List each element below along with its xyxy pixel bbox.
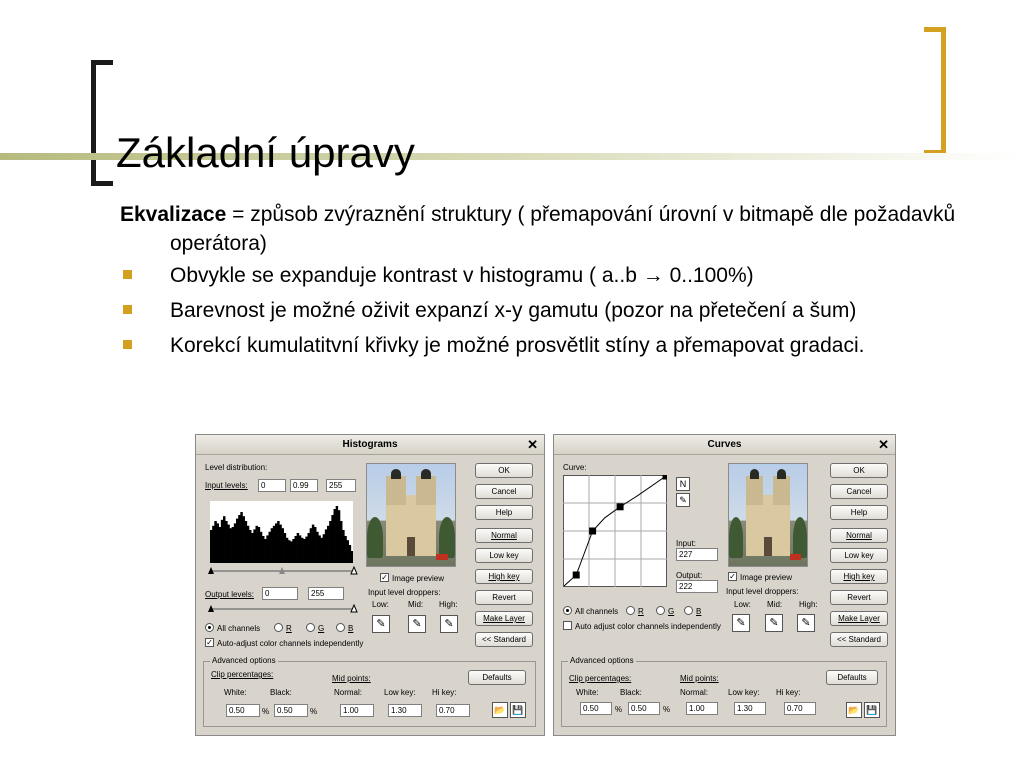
curve-label: Curve: (563, 463, 587, 472)
black-percent-label: % (310, 707, 318, 716)
mid-dropper-icon[interactable]: ✎ (765, 614, 783, 632)
image-preview-checkbox[interactable]: ✓ (381, 573, 388, 582)
high-dropper-icon[interactable]: ✎ (797, 614, 815, 632)
histogram-bin (249, 530, 251, 563)
curves-dialog (553, 434, 896, 736)
low-key-button[interactable]: Low key (830, 548, 888, 563)
histogram-bin (290, 541, 292, 563)
auto-adjust-checkbox[interactable] (563, 621, 572, 630)
normal-field[interactable]: 1.00 (686, 702, 718, 715)
image-preview-checkbox[interactable]: ✓ (729, 572, 736, 581)
image-preview-label: Image preview (392, 574, 445, 583)
image-preview-photo (728, 463, 808, 567)
histogram-bin (264, 539, 266, 563)
histogram-bin (214, 521, 216, 563)
histogram-bin (327, 526, 329, 563)
open-folder-icon[interactable]: 📂 (846, 702, 862, 718)
histogram-bin (238, 515, 240, 563)
channel-r-label: R (286, 624, 292, 633)
white-percent-label: % (262, 707, 270, 716)
histogram-bin (282, 528, 284, 563)
histogram-bin (223, 516, 225, 563)
pencil-icon[interactable]: ✎ (676, 493, 690, 507)
hi-key-label: Hi key: (432, 688, 457, 697)
normal-button[interactable]: Normal (830, 528, 888, 543)
intro-paragraph (120, 200, 990, 258)
square-bullet-icon (123, 270, 132, 279)
intro-term: Ekvalizace (120, 203, 227, 226)
input-level-low-field[interactable]: 0 (258, 479, 286, 492)
make-layer-button[interactable]: Make Layer (830, 611, 888, 626)
channel-b-label: B (696, 607, 702, 616)
channel-all-label: All channels (217, 624, 261, 633)
channel-r-radio[interactable] (626, 606, 635, 615)
bullet-text: Barevnost je možné oživit expanzí x-y gamutu (pozor na přetečení a šum) (170, 299, 857, 322)
histogram-bin (305, 537, 307, 563)
curves-titlebar (554, 435, 895, 455)
histogram-bin (284, 533, 286, 563)
advanced-options-title: Advanced options (570, 656, 634, 665)
histogram-bin (232, 527, 234, 563)
channel-all-radio[interactable] (563, 606, 572, 615)
histogram-bin (277, 521, 279, 563)
low-dropper-icon[interactable]: ✎ (732, 614, 750, 632)
bullet-text: Obvykle se expanduje kontrast v histogramu ( a..b → 0..100%) (170, 264, 754, 287)
histogram-bin (245, 521, 247, 563)
high-key-button[interactable]: High key (830, 569, 888, 584)
histogram-bin (251, 533, 253, 563)
channel-g-label: G (668, 607, 675, 616)
histogram-bin (262, 536, 264, 563)
histogram-bin (299, 535, 301, 563)
histogram-bin (325, 529, 327, 563)
defaults-button[interactable]: Defaults (468, 670, 526, 685)
dropper-mid-label: Mid: (767, 600, 783, 609)
black-clip-field[interactable]: 0.50 (628, 702, 660, 715)
dropper-high-label: High: (799, 600, 818, 609)
clip-percentages-label: Clip percentages: (211, 670, 274, 679)
curve-control-point (663, 475, 668, 480)
curves-title: Curves (707, 439, 742, 450)
input-label: Input: (676, 539, 697, 548)
black-percent-label: % (663, 705, 671, 714)
curve-control-point (589, 528, 596, 535)
histogram-bin (331, 515, 333, 563)
normal-field[interactable]: 1.00 (340, 704, 374, 717)
input-levels-label: Input levels: (205, 481, 248, 490)
ok-button[interactable]: OK (830, 463, 888, 478)
channel-b-label: B (348, 624, 354, 633)
channel-g-label: G (318, 624, 325, 633)
left-bracket-decoration (91, 60, 113, 186)
help-button[interactable]: Help (475, 505, 533, 520)
histograms-dialog (195, 434, 545, 736)
histogram-bin (318, 535, 320, 563)
black-label: Black: (270, 688, 292, 697)
bullet-text: Korekcí kumulatitvní křivky je možné prosvětlit stíny a přemapovat gradaci. (170, 334, 865, 357)
bullet-list (120, 261, 990, 360)
curve-editor[interactable] (563, 475, 667, 587)
clip-percentages-label: Clip percentages: (569, 674, 632, 683)
curve-control-point (617, 503, 624, 510)
droppers-label: Input level droppers: (726, 587, 799, 596)
output-level-low-field[interactable]: 0 (262, 587, 298, 600)
normal-label: Normal: (334, 688, 363, 697)
histogram-bin (310, 528, 312, 563)
histogram-bin (240, 512, 242, 563)
histogram-bin (221, 520, 223, 563)
hi-key-field[interactable]: 0.70 (784, 702, 816, 715)
histogram-bin (260, 532, 262, 563)
histogram-bin (312, 525, 314, 563)
histogram-bin (266, 535, 268, 563)
channel-g-radio[interactable] (306, 623, 315, 632)
slide-body (120, 200, 990, 366)
histogram-bin (351, 551, 353, 563)
auto-adjust-checkbox[interactable]: ✓ (206, 638, 213, 647)
white-label: White: (224, 688, 247, 697)
auto-adjust-label: Auto adjust color channels independently (575, 622, 721, 631)
output-levels-label: Output levels: (205, 590, 254, 599)
histogram-bin (234, 523, 236, 563)
histogram-bin (212, 526, 214, 563)
input-level-high-field[interactable]: 255 (326, 479, 356, 492)
histogram-bin (227, 525, 229, 563)
square-bullet-icon (123, 340, 132, 349)
histograms-title: Histograms (342, 439, 398, 450)
save-icon[interactable]: 💾 (510, 702, 526, 718)
histogram-bin (273, 526, 275, 563)
input-slider[interactable] (208, 565, 358, 579)
histogram-bin (336, 506, 338, 563)
white-clip-field[interactable]: 0.50 (226, 704, 260, 717)
image-preview-photo (366, 463, 456, 567)
bullet-item (120, 261, 990, 290)
histogram-bin (334, 509, 336, 563)
histogram-bin (271, 528, 273, 563)
open-folder-icon[interactable]: 📂 (492, 702, 508, 718)
histogram-plot (210, 501, 353, 563)
normal-button[interactable]: Normal (475, 528, 533, 543)
hi-key-field[interactable]: 0.70 (436, 704, 470, 717)
dropper-low-label: Low: (734, 600, 751, 609)
low-key-field[interactable]: 1.30 (734, 702, 766, 715)
white-label: White: (576, 688, 599, 697)
channel-b-radio[interactable] (684, 606, 693, 615)
ok-button[interactable]: OK (475, 463, 533, 478)
channel-r-label: R (638, 607, 644, 616)
black-label: Black: (620, 688, 642, 697)
auto-adjust-label: Auto-adjust color channels independently (217, 639, 364, 648)
curve-output-field[interactable]: 222 (676, 580, 718, 593)
histogram-bin (225, 521, 227, 563)
histogram-bin (323, 534, 325, 563)
white-clip-field[interactable]: 0.50 (580, 702, 612, 715)
white-percent-label: % (615, 705, 623, 714)
channel-b-radio[interactable] (336, 623, 345, 632)
level-distribution-label: Level distribution: (205, 463, 268, 472)
right-bracket-decoration (924, 27, 946, 155)
histogram-bin (286, 538, 288, 563)
low-key-label: Low key: (728, 688, 760, 697)
high-dropper-icon[interactable]: ✎ (440, 615, 458, 633)
droppers-label: Input level droppers: (368, 588, 441, 597)
output-level-high-field[interactable]: 255 (308, 587, 344, 600)
histogram-bin (308, 533, 310, 563)
dropper-low-label: Low: (372, 600, 389, 609)
histogram-bin (344, 536, 346, 563)
histogram-bin (269, 532, 271, 563)
dropper-mid-label: Mid: (408, 600, 424, 609)
histogram-bin (279, 525, 281, 563)
output-label: Output: (676, 571, 703, 580)
close-icon[interactable]: ✕ (527, 437, 538, 452)
standard-button[interactable]: << Standard (830, 632, 888, 647)
image-preview-label: Image preview (740, 573, 793, 582)
histogram-bin (295, 536, 297, 563)
histogram-bin (219, 527, 221, 563)
advanced-options-group (203, 656, 536, 727)
histogram-bin (338, 510, 340, 563)
hi-key-label: Hi key: (776, 688, 801, 697)
histogram-bin (292, 539, 294, 563)
histogram-bin (349, 545, 351, 563)
bullet-item (120, 331, 990, 360)
histogram-bin (210, 530, 212, 563)
histogram-bin (253, 529, 255, 563)
bullet-item (120, 296, 990, 325)
intro-definition: = způsob zvýraznění struktury ( přemapování úrovní v bitmapě dle požadavků operátora) (170, 203, 956, 255)
histogram-bin (256, 526, 258, 563)
advanced-options-group (561, 656, 887, 727)
channel-r-radio[interactable] (274, 623, 283, 632)
histogram-bin (321, 538, 323, 563)
output-slider[interactable] (208, 603, 358, 617)
histogram-bin (316, 532, 318, 563)
defaults-button[interactable]: Defaults (826, 670, 878, 685)
histogram-bin (340, 521, 342, 563)
histogram-bin (303, 539, 305, 563)
channel-all-radio[interactable] (205, 623, 214, 632)
curve-input-field[interactable]: 227 (676, 548, 718, 561)
help-button[interactable]: Help (830, 505, 888, 520)
curve-control-point (573, 572, 580, 579)
histograms-titlebar (196, 435, 544, 455)
histogram-bin (314, 527, 316, 563)
histogram-bin (258, 527, 260, 563)
cancel-button[interactable]: Cancel (475, 484, 533, 499)
make-layer-button[interactable]: Make Layer (475, 611, 533, 626)
curve-mode-icon[interactable]: N (676, 477, 690, 491)
histogram-bin (329, 521, 331, 563)
square-bullet-icon (123, 305, 132, 314)
channel-g-radio[interactable] (656, 606, 665, 615)
low-key-label: Low key: (384, 688, 416, 697)
histogram-bin (236, 519, 238, 563)
histogram-bin (243, 516, 245, 563)
input-level-mid-field[interactable]: 0.99 (290, 479, 318, 492)
black-clip-field[interactable]: 0.50 (274, 704, 308, 717)
dropper-high-label: High: (439, 600, 458, 609)
histogram-bin (230, 528, 232, 563)
histogram-bin (342, 530, 344, 563)
close-icon[interactable]: ✕ (878, 437, 889, 452)
cancel-button[interactable]: Cancel (830, 484, 888, 499)
mid-dropper-icon[interactable]: ✎ (408, 615, 426, 633)
save-icon[interactable]: 💾 (864, 702, 880, 718)
high-key-button[interactable]: High key (475, 569, 533, 584)
advanced-options-title: Advanced options (212, 656, 276, 665)
histogram-bin (217, 523, 219, 563)
histogram-bin (297, 533, 299, 563)
revert-button[interactable]: Revert (475, 590, 533, 605)
revert-button[interactable]: Revert (830, 590, 888, 605)
low-key-button[interactable]: Low key (475, 548, 533, 563)
histogram-bin (347, 540, 349, 563)
histogram-bin (301, 538, 303, 563)
histogram-bin (288, 540, 290, 563)
low-key-field[interactable]: 1.30 (388, 704, 422, 717)
low-dropper-icon[interactable]: ✎ (372, 615, 390, 633)
standard-button[interactable]: << Standard (475, 632, 533, 647)
histogram-bin (275, 523, 277, 563)
channel-all-label: All channels (575, 607, 619, 616)
mid-points-label: Mid points: (680, 674, 719, 683)
normal-label: Normal: (680, 688, 709, 697)
mid-points-label: Mid points: (332, 674, 371, 683)
histogram-bin (247, 526, 249, 563)
slide-title: Základní úpravy (116, 129, 415, 177)
